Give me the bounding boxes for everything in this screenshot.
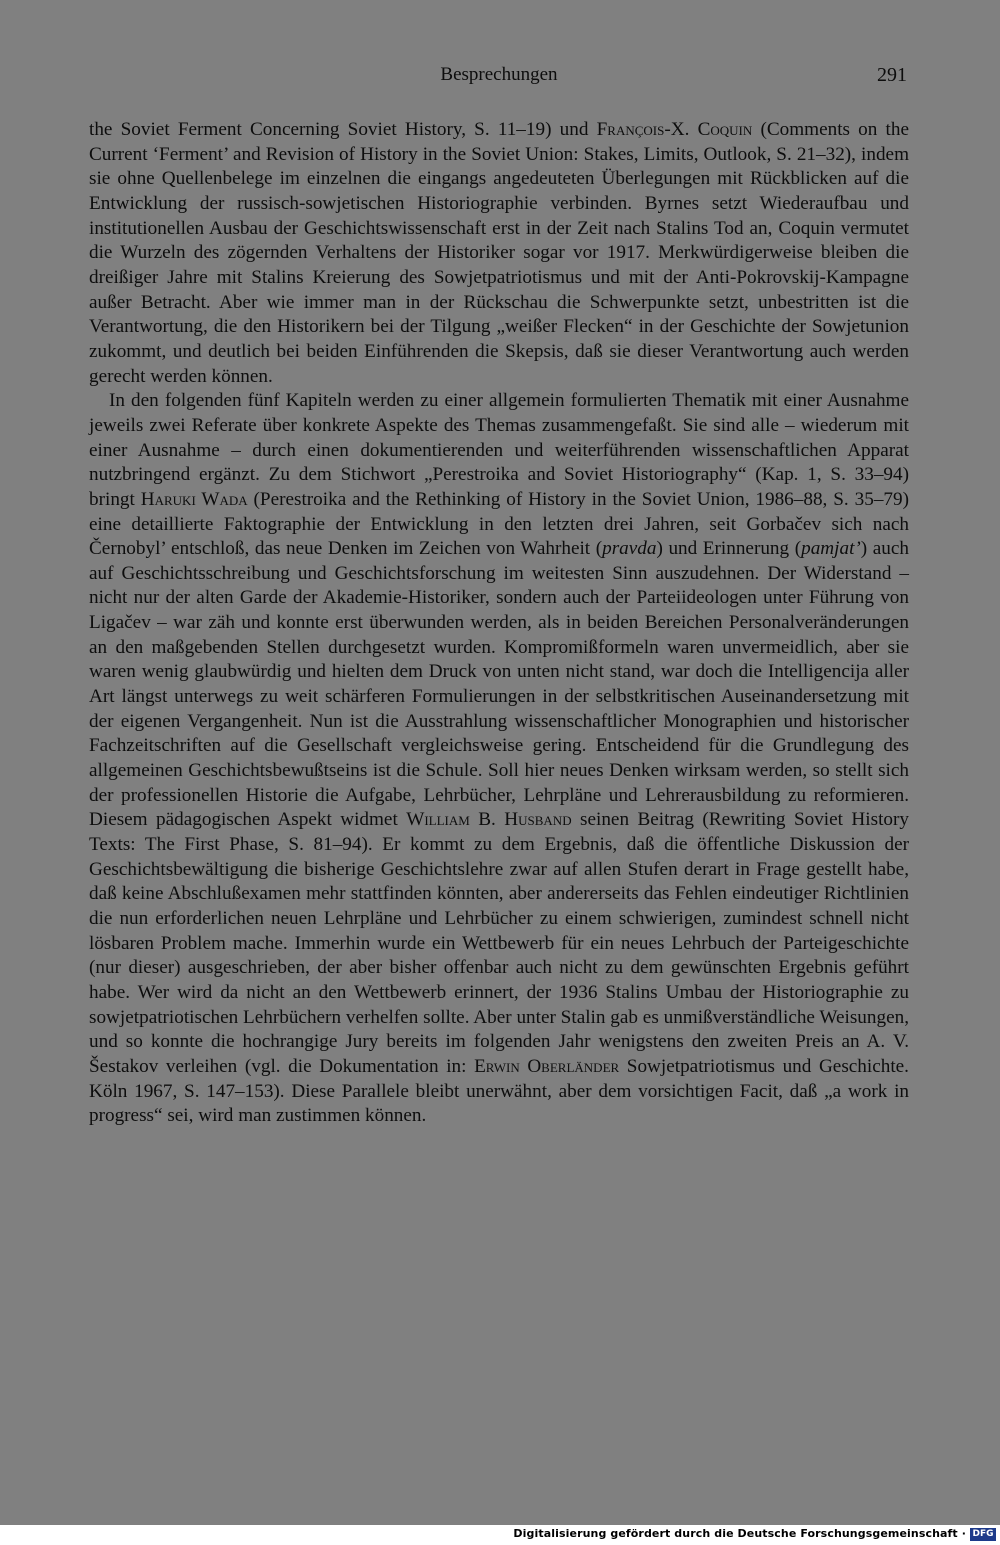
body-text: [89, 118, 909, 1129]
text-run: (Perestroika and the Rethinking of History in the Soviet Union, 1986–88, S. 35–79) eine detaillierte Faktographie der Entwicklung in den letzten drei Jahren, seit Gorbačev sich nach Černobyl’ entschloß, das neue Denken im Zeichen von Wahrheit (: [89, 488, 909, 560]
author-name: Erwin Oberländer: [474, 1055, 620, 1077]
running-head: [89, 64, 909, 92]
running-head-title: Besprechungen: [440, 64, 558, 85]
author-name: Haruki Wada: [140, 488, 248, 510]
author-name: François-X. Coquin: [596, 119, 753, 140]
author-name: William B. Husband: [406, 809, 572, 831]
text-run: (Comments on the Current ‘Ferment’ and Revision of History in the Soviet Union: Stakes, Limits, Outlook, S. 21–32), indem sie ohne Quellenbelege im einzelnen die eingangs angedeuteten Überlegungen mit Rückblicken auf die Entwicklung der russisch-sowjetischen Historiographie verbinden. Byrnes setzt Wiederaufbau und institutionellen Ausbau der Geschichtswissenschaft erst in der Zeit nach Stalins Tod an, Coquin vermutet die Wurzeln des zögernden Verhaltens der Historiker sogar vor 1917. Merkwürdigerweise bleiben die dreißiger Jahre mit Stalins Kreierung des Sowjetpatriotismus und mit der Anti-Pokrovskij-Kampagne außer Betracht. Aber wie immer man in der Rückschau die Schwerpunkte setzt, unbestritten ist die Verantwortung, die den Historikern bei der Tilgung „weißer Flecken“ in der Geschichte der Sowjetunion zukommt, und deutlich bei beiden Einführenden die Skepsis, daß sie dieser Verantwortung auch werden gerecht werden können.: [89, 119, 909, 387]
text-run: ) und Erinnerung (: [656, 538, 802, 560]
italic-term: pamjat’: [801, 538, 861, 560]
footer-funding-note: Digitalisierung gefördert durch die Deutsche Forschungsgemeinschaft ·: [513, 1527, 966, 1540]
text-run: seinen Beitrag (Rewriting Soviet History Texts: The First Phase, S. 81–94). Er kommt zu dem Ergebnis, daß die öffentliche Diskussion der Geschichtsbewältigung die bisherige Geschichtslehre zwar auf allen Stufen derart in Frage gestellt habe, daß keine Abschlußexamen mehr stattfinden könnten, aber andererseits das Fehlen eindeutiger Richtlinien die nun erforderlichen neuen Lehrpläne und Lehrbücher zu einem schwierigen, zumindest schnell nicht lösbaren Problem mache. Immerhin wurde ein Wettbewerb für ein neues Lehrbuch der Parteigeschichte (nur dieser) ausgeschrieben, der aber bisher offenbar auch nicht zu dem gewünschten Ergebnis geführt habe. Wer wird da nicht an den Wettbewerb erinnert, der 1936 Stalins Umbau der Historiographie zu sowjetpatriotischen Lehrbüchern verhelfen sollte. Aber unter Stalin gab es unmißverständliche Weisungen, und so konnte die hochrangige Jury bereits im folgenden Jahr wenigstens den zweiten Preis an A. V. Šestakov verleihen (vgl. die Dokumentation in:: [89, 809, 909, 1077]
paragraph-1: [89, 118, 909, 389]
italic-term: pravda: [602, 538, 657, 560]
dfg-logo: DFG: [970, 1528, 996, 1541]
text-run: In den folgenden fünf Kapiteln werden zu einer allgemein formulierten Thematik mit einer Ausnahme jeweils zwei Referate über konkrete Aspekte des Themas zusammengefaßt. Sie sind alle – wiederum mit einer Ausnahme – durch einen dokumentierenden und weiterführenden wissenschaftlichen Apparat nutzbringend ergänzt. Zu dem Stichwort „Perestroika and Soviet Historiography“ (Kap. 1, S. 33–94) bringt: [89, 390, 909, 510]
text-run: the Soviet Ferment Concerning Soviet History, S. 11–19) und: [89, 119, 597, 140]
page-number: 291: [877, 64, 907, 86]
paragraph-2: [89, 389, 909, 1129]
text-run: ) auch auf Geschichtsschreibung und Geschichtsforschung im weitesten Sinn auszudehnen. Der Widerstand – nicht nur der alten Garde der Akademie-Historiker, sondern auch der Parteiideologen unter Führung von Ligačev – war zäh und konnte erst überwunden werden, als in beiden Bereichen Personalveränderungen an den maßgebenden Stellen durchgesetzt wurden. Kompromißformeln waren unvermeidlich, aber sie waren wenig glaubwürdig und hielten dem Druck von unten nicht stand, war doch die Intelligencija aller Art längst unterwegs zu weit schärferen Formulierungen in der selbstkritischen Auseinandersetzung mit der eigenen Vergangenheit. Nun ist die Ausstrahlung wissenschaftlicher Monographien und historischer Fachzeitschriften auf die Gesellschaft vergleichsweise gering. Entscheidend für die Grundlegung des allgemeinen Geschichtsbewußtseins ist die Schule. Soll hier neues Denken wirksam werden, so stellt sich der professionellen Historie die Aufgabe, Lehrbücher, Lehrpläne und Lehrerausbildung zu reformieren. Diesem pädagogischen Aspekt widmet: [89, 538, 909, 831]
footer-bar: [0, 1525, 1000, 1545]
text-run: Sowjetpatriotismus und Geschichte. Köln 1967, S. 147–153). Diese Parallele bleibt unerwähnt, aber dem vorsichtigen Facit, daß „a work in progress“ sei, wird man zustimmen können.: [89, 1055, 909, 1127]
